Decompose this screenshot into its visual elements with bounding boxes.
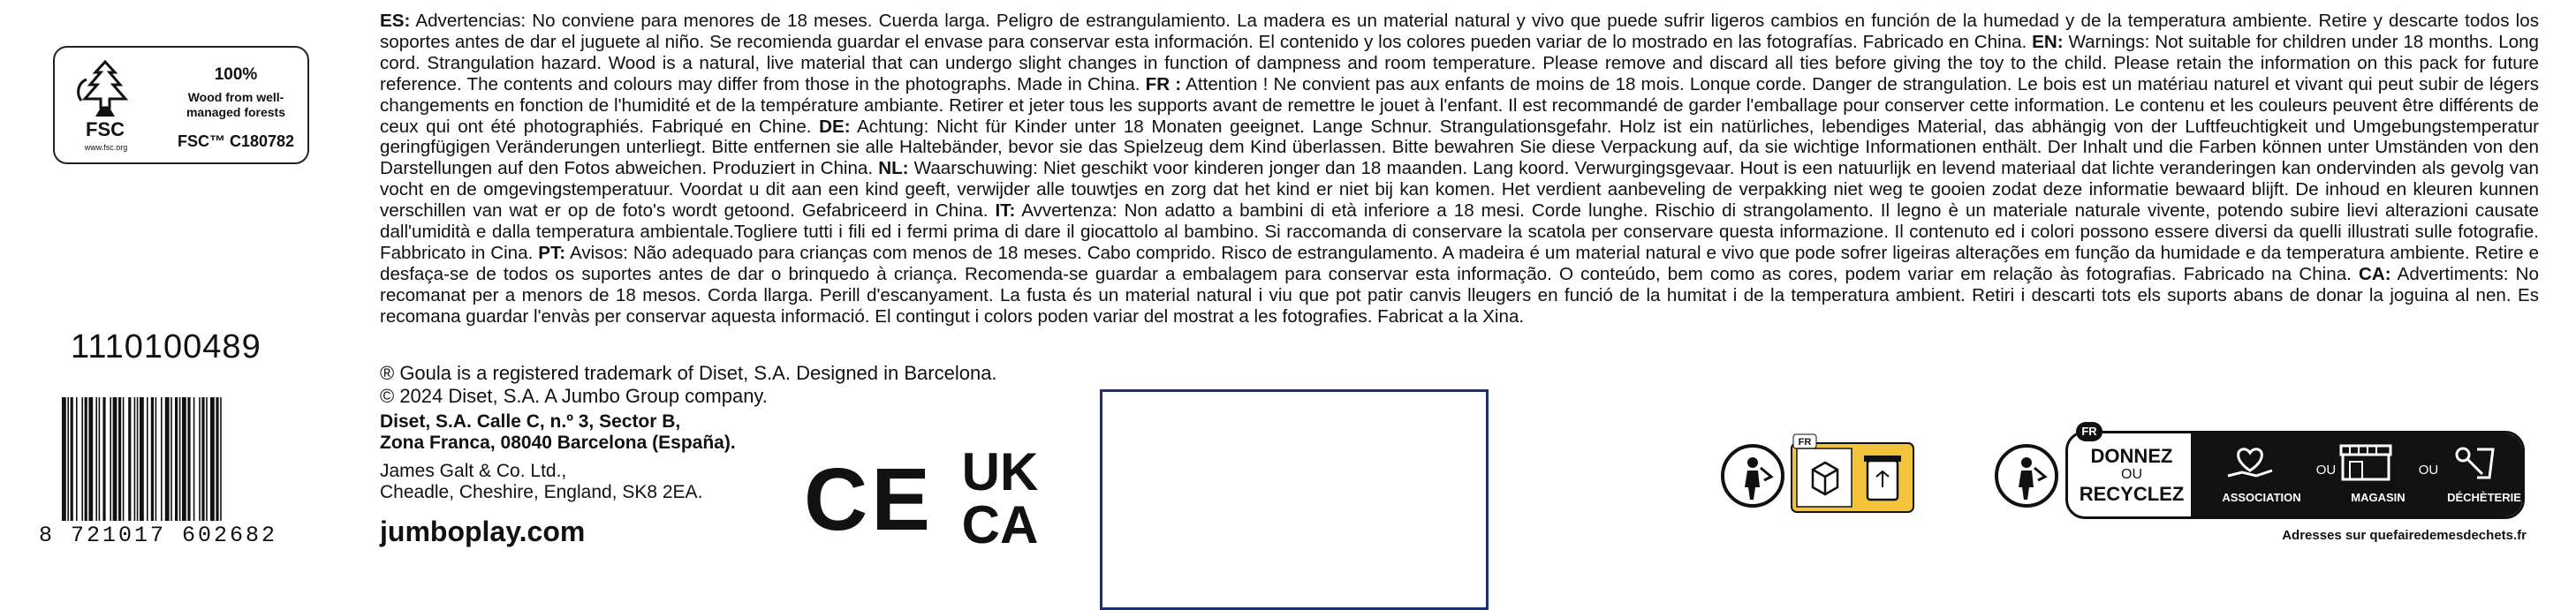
fr-tag-text: FR	[1798, 437, 1812, 448]
fsc-badge	[53, 46, 309, 164]
barcode-bar	[137, 397, 139, 521]
fsc-wood-line1: Wood from well-	[187, 90, 284, 104]
ukca-ca-text: CA	[961, 495, 1039, 554]
triman-logo-icon	[1718, 441, 1787, 510]
barcode-bar	[99, 397, 101, 521]
fsc-wood-line2: managed forests	[186, 105, 286, 119]
lang-code-it: IT:	[995, 200, 1016, 222]
fsc-tree-logo-icon	[65, 55, 145, 152]
lang-code-nl: NL:	[878, 158, 909, 179]
fsc-license-code: FSC™ C180782	[177, 132, 295, 150]
barcode-bar	[206, 397, 208, 521]
barcode-bar	[62, 397, 66, 521]
recycling-info-url: Adresses sur quefairedemesdechets.fr	[2282, 528, 2527, 543]
legal-text-en: Warnings: Not suitable for children under 18 months. Long cord. Strangulation hazard. Wood is a natural, live material that can undergo slight changes in function of dampness and room temperature. Please remove and discard all ties before giving the toy to the child. Please retain the information on this pack for future reference. The contents and colours may differ from those in the photographs. Made in China.	[380, 31, 2540, 94]
barcode-bar	[210, 397, 215, 521]
website-url: jumboplay.com	[380, 516, 586, 547]
barcode-bar	[193, 397, 195, 521]
donnez-label: DONNEZ	[2090, 445, 2173, 467]
recyclez-label: RECYCLEZ	[2079, 483, 2185, 505]
barcode-bar	[140, 397, 144, 521]
decheterie-label: DÉCHÈTERIE	[2447, 491, 2521, 504]
fsc-logo-text: FSC	[86, 118, 125, 140]
lang-code-de: DE:	[819, 116, 851, 137]
legal-warnings	[380, 11, 2539, 328]
company-line1: Diset, S.A. Calle C, n.º 3, Sector B,	[380, 411, 681, 432]
trademark-notice	[380, 362, 997, 408]
trademark-line2: © 2024 Diset, S.A. A Jumbo Group company.	[380, 385, 768, 407]
barcode-bar	[182, 397, 186, 521]
barcode-bar	[81, 397, 83, 521]
association-label: ASSOCIATION	[2222, 491, 2301, 504]
triman-logo-icon	[1992, 441, 2061, 510]
ou-label: OU	[2121, 467, 2142, 482]
heart-hand-icon	[2224, 444, 2276, 481]
ou-small-label-2: OU	[2418, 463, 2439, 478]
barcode-icon	[58, 397, 307, 521]
trademark-line1: ® Goula is a registered trademark of Diset, S.A. Designed in Barcelona.	[380, 362, 997, 384]
barcode-bar	[134, 397, 136, 521]
legal-text-pt: Avisos: Não adequado para crianças com menos de 18 meses. Cabo comprido. Risco de estrangulamento. A madeira é um material natural e vivo que pode sofrer ligeiras alterações em função da humidade e da temperatura ambiente. Retire e desfaça-se de todos os suportes antes de dar o brinquedo à criança. Recomenda-se guardar a embalagem para conservar esta informação. O conteúdo, bem como as cores, podem variar em relação às fotografias. Fabricado na China.	[380, 242, 2539, 284]
barcode-bar	[170, 397, 172, 521]
company-address	[380, 411, 736, 454]
importer-line2: Cheadle, Cheshire, England, SK8 2EA.	[380, 482, 703, 502]
fr-tag: FR	[2076, 422, 2102, 441]
blank-label-box	[1100, 389, 1489, 610]
lang-code-en: EN:	[2032, 31, 2064, 52]
barcode-bar	[155, 397, 157, 521]
barcode-bar	[147, 397, 148, 521]
barcode-bar	[179, 397, 181, 521]
lang-code-pt: PT:	[538, 242, 566, 263]
barcode-bar	[187, 397, 190, 521]
fsc-percent: 100%	[214, 65, 258, 84]
barcode-bar	[110, 397, 111, 521]
barcode-digits: 8 721017 602682	[39, 523, 278, 548]
barcode-bar	[88, 397, 93, 521]
barcode-bar	[85, 397, 87, 521]
legal-text-nl: Waarschuwing: Niet geschikt voor kinderen jonger dan 18 maanden. Lang koord. Verwurgingsgevaar. Hout is een natuurlijk en levend materiaal dat lichte veranderingen kan ondervinden als gevolg van vocht en de omgevingstemperatuur. Voordat u dit aan een kind geeft, verwijder alle touwtjes en zorg dat het kind er niet bij kan komen. Het verdient aanbeveling de verpakking niet weg te gooien zodat deze informatie bewaard blijft. De inhoud en kleuren kunnen verschillen van wat er op de foto's wordt getoond. Gefabriceerd in China.	[380, 158, 2539, 222]
barcode-bar	[175, 397, 178, 521]
store-icon	[2337, 442, 2394, 481]
fsc-wood-text	[170, 90, 302, 120]
barcode-bar	[165, 397, 170, 521]
ukca-mark-icon	[958, 442, 1042, 554]
ce-mark-icon	[804, 450, 934, 549]
barcode-bar	[123, 397, 125, 521]
product-sku: 1110100489	[71, 328, 261, 365]
barcode-bar	[201, 397, 204, 521]
legal-text-es: Advertencias: No conviene para menores de 18 meses. Cuerda larga. Peligro de estrangulamiento. La madera es un material natural y vivo que puede sufrir ligeros cambios en función de la humedad y de la temperatura ambiente. Retire y descarte todos los soportes antes de dar el juguete al niño. Se recomienda guardar el envase para conservar esta información. El contenido y los colores pueden variar de lo mostrado en las fotografías. Fabricado en China.	[380, 11, 2539, 52]
ou-small-label-1: OU	[2315, 463, 2337, 478]
magasin-label: MAGASIN	[2351, 491, 2406, 504]
importer-address	[380, 461, 702, 503]
legal-text-fr: Attention ! Ne convient pas aux enfants de moins de 18 mois. Lonque corde. Danger de strangulation. Le bois est un matériau naturel et vivant qui peut subir de légers changements en fonction de l'humidité et de la température ambiante. Retirer et jeter tous les supports avant de remettre le jouet à l'enfant. Il est recommandé de garder l'emballage pour conserver cette information. Le contenu et les couleurs peuvent être différents de ceux qui ont été photographiés. Fabriqué en Chine.	[380, 73, 2539, 137]
sorting-instructions-panel	[1788, 431, 1917, 516]
lang-code-ca: CA:	[2359, 263, 2391, 284]
company-line2: Zona Franca, 08040 Barcelona (España).	[380, 433, 736, 453]
ce-mark-text: CE	[804, 450, 934, 549]
barcode-bar	[118, 397, 121, 521]
barcode-bar	[113, 397, 117, 521]
waste-center-icon	[2451, 442, 2498, 481]
legal-text-it: Avvertenza: Non adatto a bambini di età inferiore a 18 mesi. Corde lunghe. Rischio di strangolamento. Il legno è un materiale naturale vivente, potendo subire lievi alterazioni causate dall'umidità e dalla temperatura ambientale.Togliere tutti i fili ed i fermi prima di dare il giocattolo al bambino. Si raccomanda di conservare la scatola per conservare questa informazione. Il contenuto ed i colori possono essere diversi da quelli illustrati sulle fotografie. Fabbricato in Cina.	[380, 200, 2539, 263]
barcode-bar	[161, 397, 163, 521]
barcode-bar	[102, 397, 105, 521]
barcode-bar	[76, 397, 78, 521]
fsc-website: www.fsc.org	[84, 143, 128, 152]
barcode-bar	[67, 397, 69, 521]
barcode-bar	[95, 397, 97, 521]
barcode-bar	[151, 397, 154, 521]
barcode-bar	[71, 397, 73, 521]
lang-code-fr: FR :	[1145, 73, 1182, 94]
barcode-bar	[128, 397, 131, 521]
importer-line1: James Galt & Co. Ltd.,	[380, 461, 567, 481]
ukca-uk-text: UK	[961, 442, 1039, 501]
barcode-bar	[216, 397, 218, 521]
legal-text-de: Achtung: Nicht für Kinder unter 18 Monaten geeignet. Lange Schnur. Strangulationsgefahr. Holz ist ein natürliches, lebendiges Material, das abhängig von der Luftfeuchtigkeit und Umgebungstemperatur geringfügigen Veränderungen unterliegt. Bitte entfernen sie alle Haltebänder, bevor sie das Spielzeug dem Kind überlassen. Bitte bewahren Sie diese Verpackung auf, da sie wichtige Informationen enthält. Der Inhalt und die Farben können unter Umständen von den Darstellungen auf den Fotos abweichen. Produziert in China.	[380, 116, 2540, 179]
barcode-bar	[199, 397, 201, 521]
barcode-bar	[220, 397, 222, 521]
lang-code-es: ES:	[380, 11, 411, 31]
legal-text-ca: Advertiments: No recomanat per a menors de 18 mesos. Corda llarga. Perill d'escanyament. La fusta és un material natural i viu que pot patir canvis lleugers en funció de la humitat i de la temperatura ambient. Retiri i descarti tots els suports abans de donar la joguina al nen. Es recomana guardar l'envàs per conservar aquesta informació. El contingut i colors poden variar del mostrat a les fotografies. Fabricat a la Xina.	[380, 263, 2539, 327]
